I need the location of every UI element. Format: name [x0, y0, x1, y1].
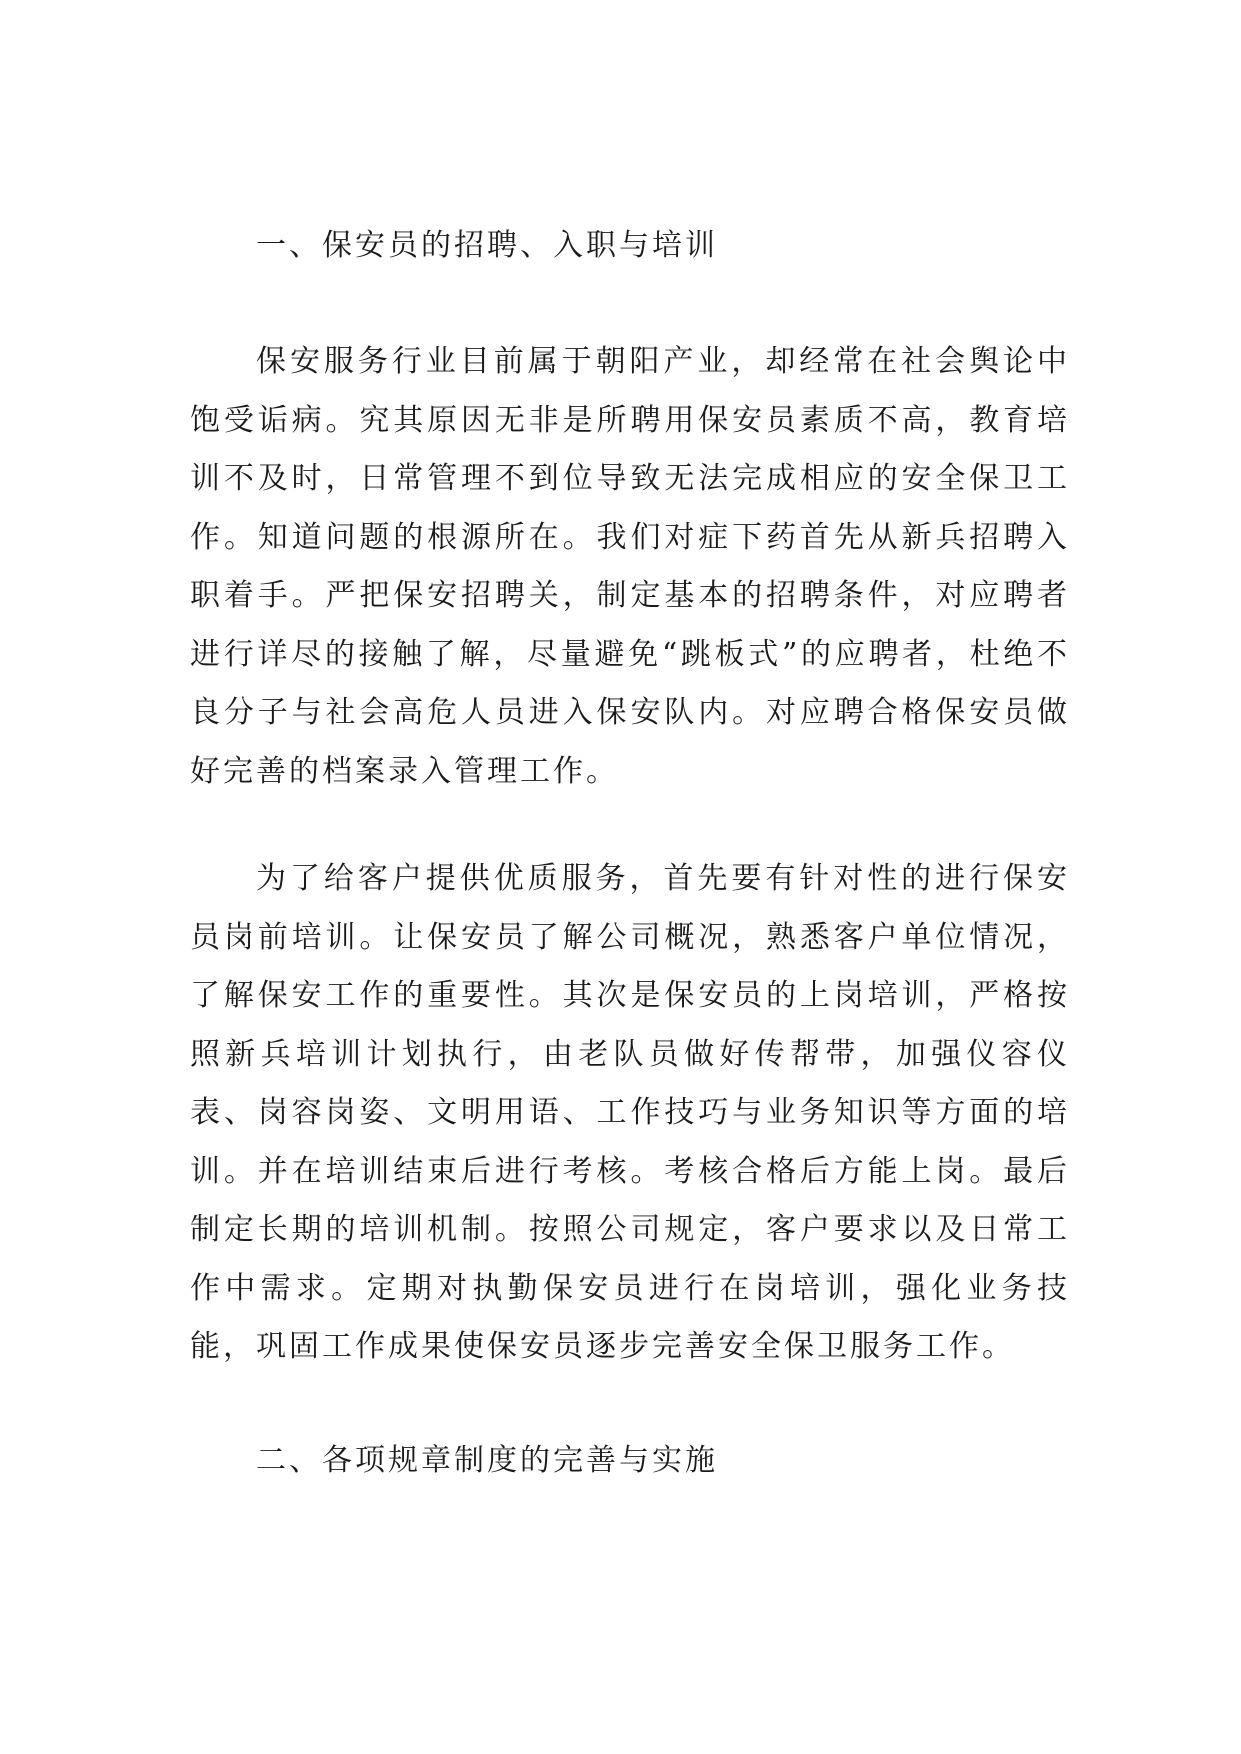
- section-heading-recruitment-training: 一、保安员的招聘、入职与培训: [256, 228, 718, 263]
- paragraph-recruitment: 保安服务行业目前属于朝阳产业，却经常在社会舆论中饱受诟病。究其原因无非是所聘用保安员素质不高，教育培训不及时，日常管理不到位导致无法完成相应的安全保卫工作。知道问题的根源所在。我们对症下药首先从新兵招聘入职着手。严把保安招聘关，制定基本的招聘条件，对应聘者进行详尽的接触了解，尽量避免“跳板式”的应聘者，杜绝不良分子与社会高危人员进入保安队内。对应聘合格保安员做好完善的档案录入管理工作。: [190, 344, 1070, 789]
- paragraph-training: 为了给客户提供优质服务，首先要有针对性的进行保安员岗前培训。让保安员了解公司概况，熟悉客户单位情况，了解保安工作的重要性。其次是保安员的上岗培训，严格按照新兵培训计划执行，由老队员做好传帮带，加强仪容仪表、岗容岗姿、文明用语、工作技巧与业务知识等方面的培训。并在培训结束后进行考核。考核合格后方能上岗。最后制定长期的培训机制。按照公司规定，客户要求以及日常工作中需求。定期对执勤保安员进行在岗培训，强化业务技能，巩固工作成果使保安员逐步完善安全保卫服务工作。: [190, 861, 1070, 1364]
- section-heading-regulations: 二、各项规章制度的完善与实施: [256, 1443, 718, 1478]
